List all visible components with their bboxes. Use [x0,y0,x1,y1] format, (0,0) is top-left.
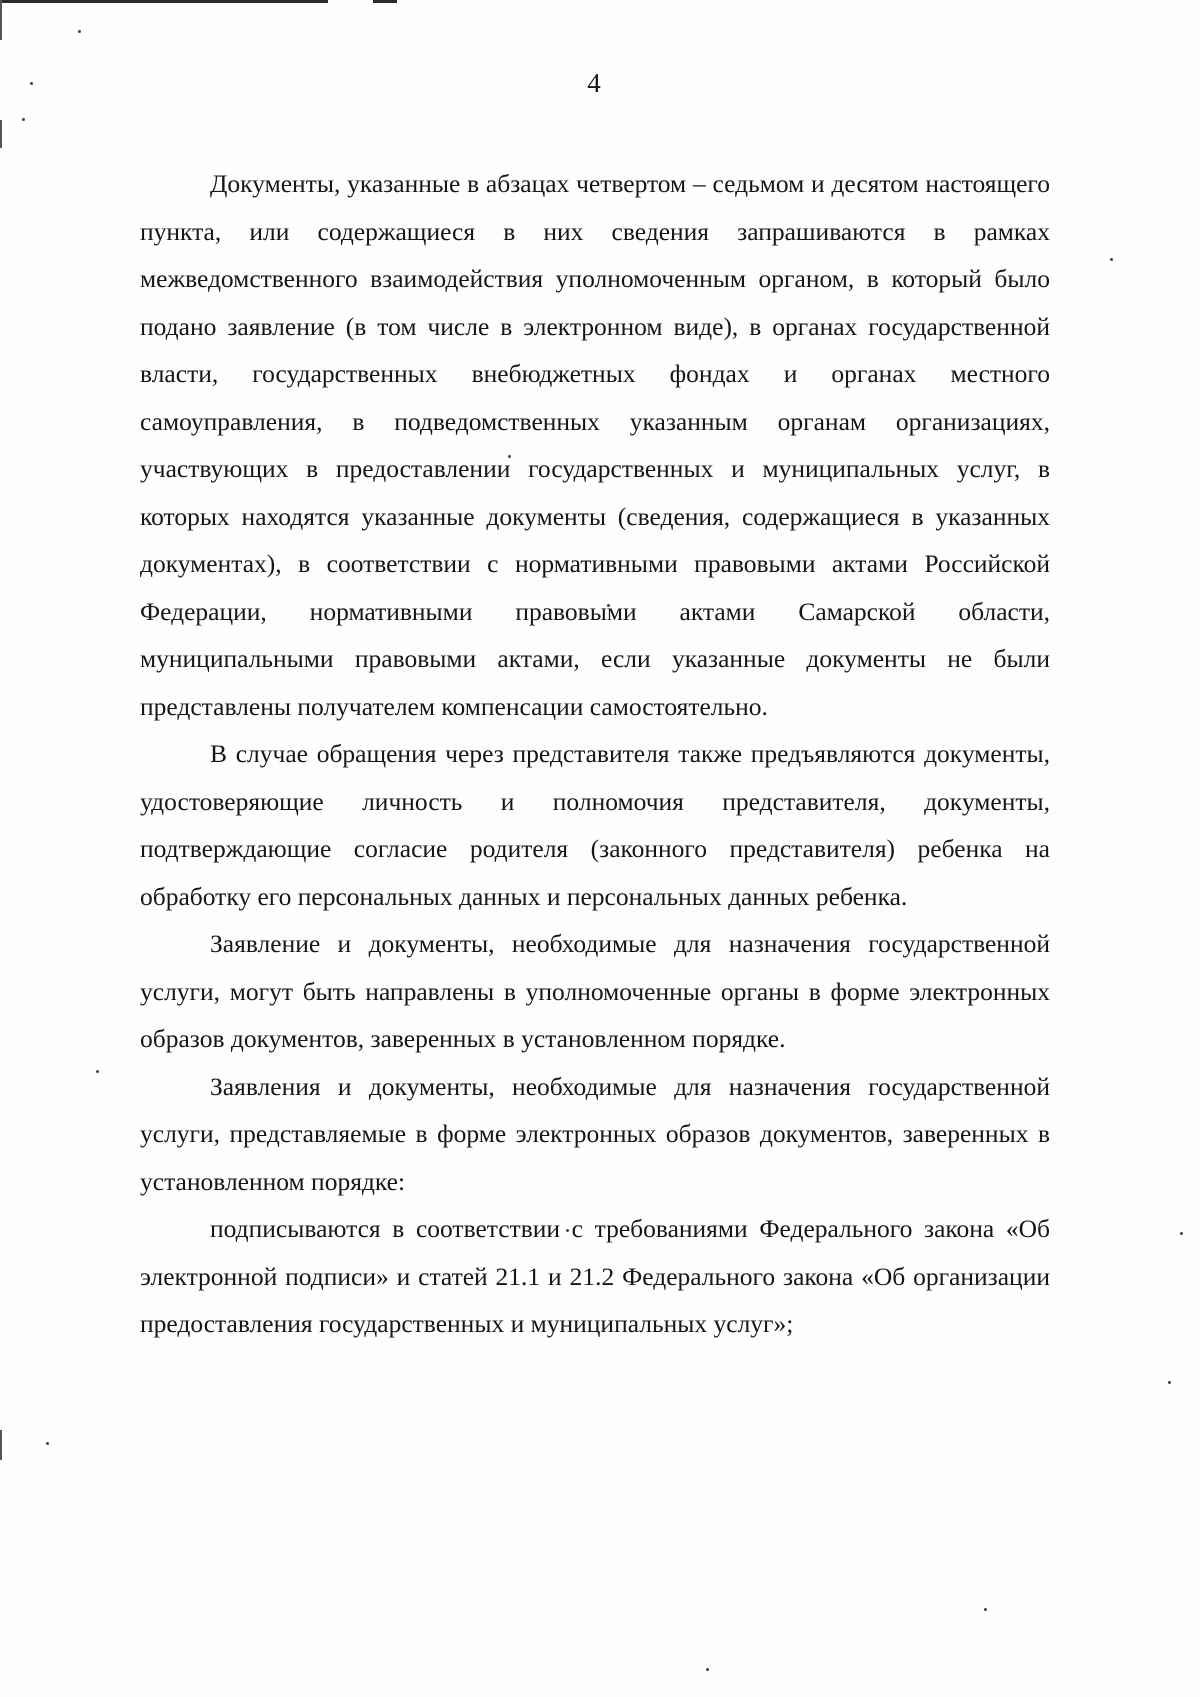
scan-artifact-line [373,0,397,3]
scan-speck [46,1442,49,1445]
paragraph-electronic-submission: Заявление и документы, необходимые для назначения государственной услуги, могут быть направлены в уполномоченные органы в форме электронных образов документов, заверенных в установленном порядке. [140,929,1050,1053]
paragraph-electronic-images: Заявления и документы, необходимые для назначения государственной услуги, представляемые в форме электронных образов документов, заверенных в установленном порядке: [140,1071,1050,1196]
paragraph-signature-requirements: подписываются в соответствии с требованиями Федерального закона «Об электронной подписи» и статей 21.1 и 21.2 Федерального закона «Об организации предоставления государственных и муниципальных услуг»; [140,1214,1050,1338]
scan-speck [706,1668,709,1671]
scan-speck [984,1608,987,1611]
scan-artifact-edge [0,1430,2,1460]
scan-speck [1180,1232,1183,1235]
scan-speck [78,30,81,33]
scan-artifact-line [0,0,328,3]
document-body [140,160,1050,1348]
paragraph-representative: В случае обращения через представителя также предъявляются документы, удостоверяющие личность и полномочия представителя, документы, подтверждающие согласие родителя (законного представителя) ребенка на обработку его персональных данных и персональных данных ребенка. [140,739,1050,911]
scan-speck [96,1070,99,1073]
scan-speck [22,118,25,121]
scan-artifact-edge [0,120,2,148]
scan-artifact-edge [0,0,2,40]
scan-speck [1168,1381,1171,1384]
page-number: 4 [587,68,601,98]
paragraph-documents-request: Документы, указанные в абзацах четвертом – седьмом и десятом настоящего пункта, или содержащиеся в них сведения запрашиваются в рамках межведомственного взаимодействия уполномоченным органом, в который было подано заявление (в том числе в электронном виде), в органах государственной власти, государственных внебюджетных фондах и органах местного самоуправления, в подведомственных указанным органам организациях, участвующих в предоставлении государственных и муниципальных услуг, в которых находятся указанные документы (сведения, содержащиеся в указанных документах), в соответствии с нормативными правовыми актами Российской Федерации, нормативными правовыми актами Самарской области, муниципальными правовыми актами, если указанные документы не были представлены получателем компенсации самостоятельно. [140,169,1050,721]
scan-speck [1110,258,1113,261]
